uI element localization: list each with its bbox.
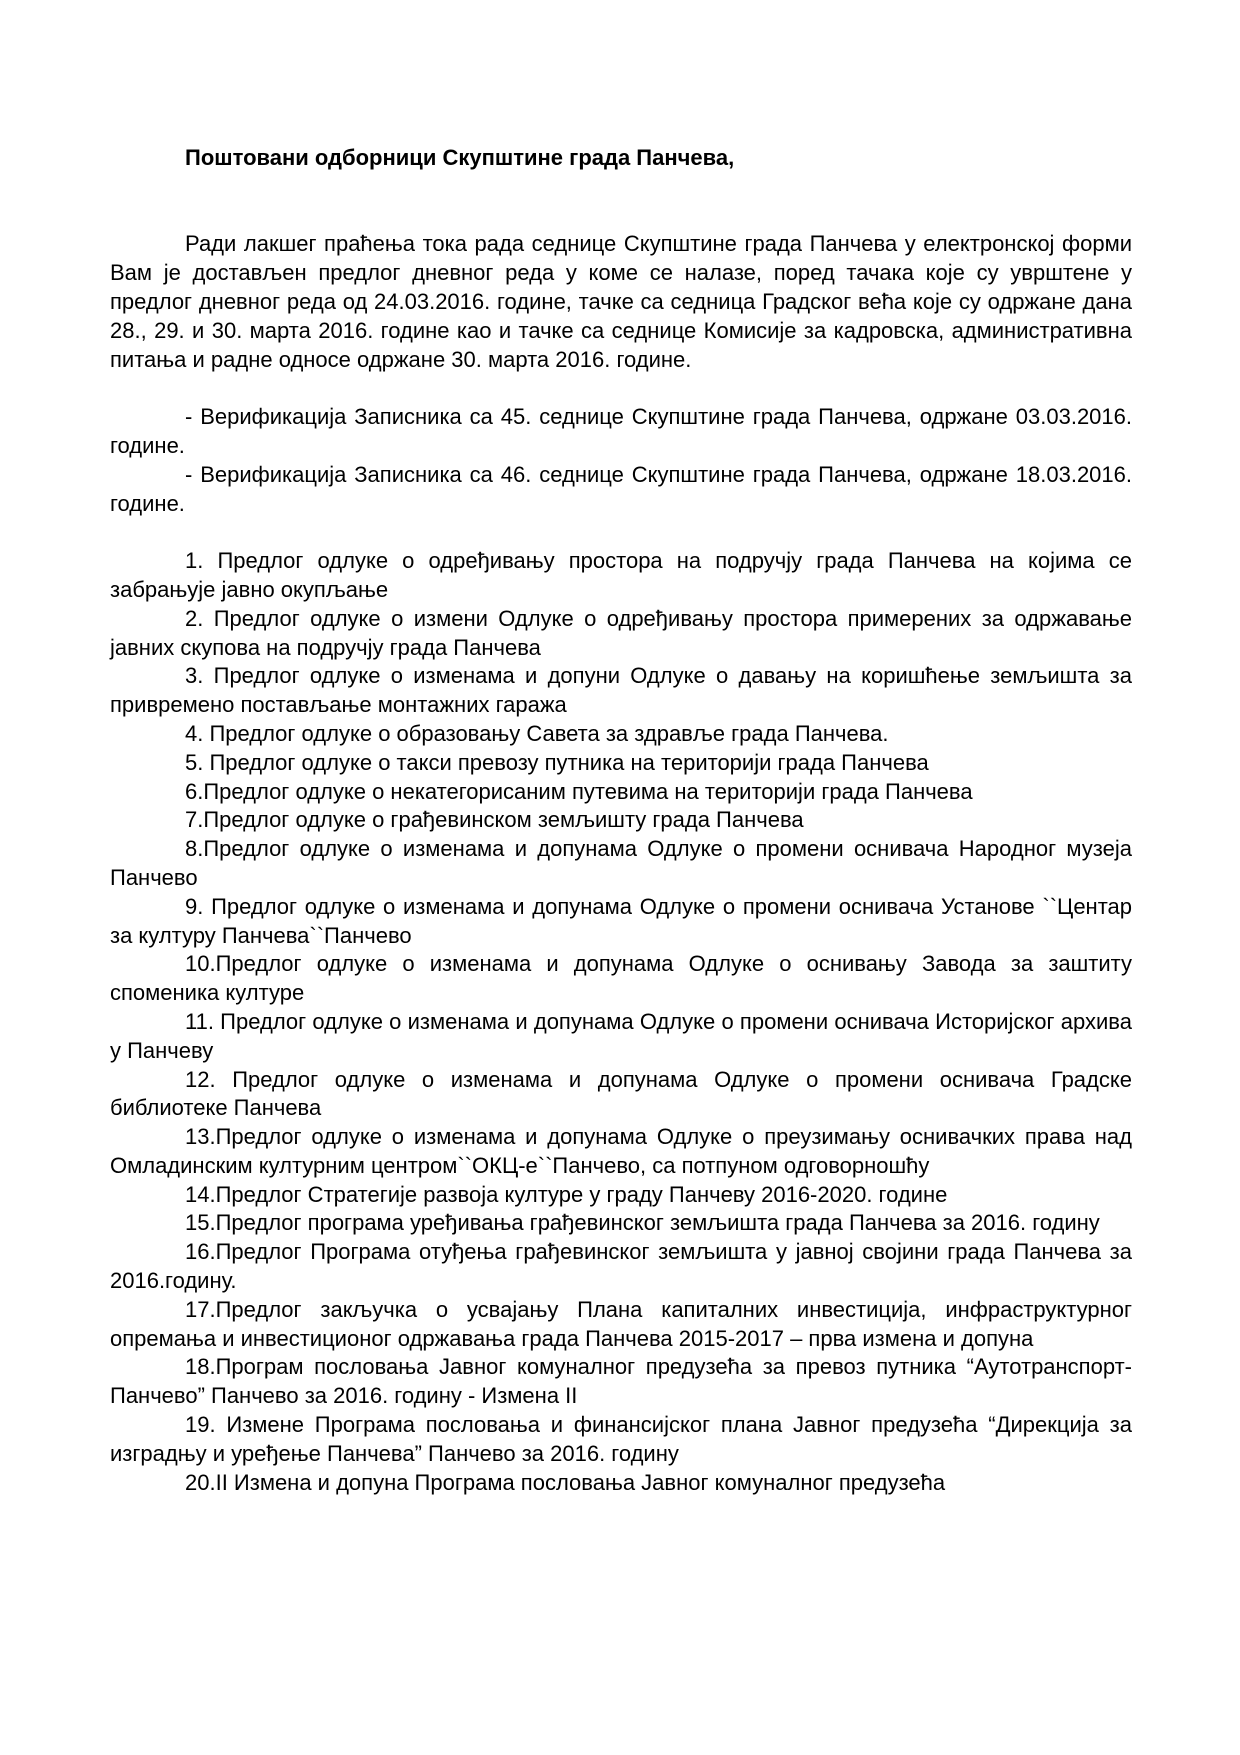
agenda-item-10: 10.Предлог одлуке о изменама и допунама Одлуке о оснивању Завода за заштиту споменика културе	[110, 951, 1132, 1006]
agenda-item-20: 20.II Измена и допуна Програма пословања Јавног комуналног предузећа	[185, 1469, 946, 1495]
agenda-item-15: 15.Предлог програма уређивања грађевинског земљишта града Панчева за 2016. годину	[185, 1210, 1100, 1236]
agenda-item-3: 3. Предлог одлуке о изменама и допуни Одлуке о давању на коришћење земљишта за привремено постављање монтажних гаража	[110, 663, 1132, 718]
agenda-item-8: 8.Предлог одлуке о изменама и допунама Одлуке о промени оснивача Народног музеја Панчево	[110, 836, 1132, 890]
agenda-item-19: 19. Измене Програма пословања и финансијског плана Јавног предузећа “Дирекција за изградњу и уређење Панчева” Панчево за 2016. годину	[110, 1412, 1132, 1466]
agenda-item-12: 12. Предлог одлуке о изменама и допунама Одлуке о промени оснивача Градске библиотеке Панчева	[110, 1066, 1132, 1121]
agenda-item-9: 9. Предлог одлуке о изменама и допунама Одлуке о промени оснивача Установе ``Центар за културу Панчева``Панчево	[110, 893, 1132, 948]
verification-list	[110, 403, 1132, 518]
agenda-list	[110, 547, 1132, 1497]
agenda-item-13: 13.Предлог одлуке о изменама и допунама Одлуке о преузимању оснивачких права над Омладинским културним центром``ОКЦ-е``Панчево, са потпуном одговорношћу	[110, 1124, 1132, 1178]
verification-item-1: - Верификација Записника са 45. седнице Скупштине града Панчева, одржане 03.03.2016. године.	[110, 404, 1132, 458]
agenda-item-6: 6.Предлог одлуке о некатегорисаним путевима на територији града Панчева	[185, 778, 973, 804]
agenda-item-18: 18.Програм пословања Јавног комуналног предузећа за превоз путника “Аутотранспорт-Панчево” Панчево за 2016. годину - Измена II	[110, 1354, 1132, 1409]
agenda-item-1: 1. Предлог одлуке о одређивању простора на подручју града Панчева на којима се забрањује јавно окупљање	[110, 548, 1132, 602]
agenda-item-2: 2. Предлог одлуке о измени Одлуке о одређивању простора примерених за одржавање јавних скупова на подручју града Панчева	[110, 605, 1132, 660]
agenda-item-7: 7.Предлог одлуке о грађевинском земљишту града Панчева	[185, 807, 804, 833]
agenda-item-11: 11. Предлог одлуке о изменама и допунама Одлуке о промени оснивача Историјског архива у Панчеву	[110, 1008, 1132, 1063]
agenda-item-16: 16.Предлог Програма отуђења грађевинског земљишта у јавној својини града Панчева за 2016.годину.	[110, 1239, 1132, 1294]
agenda-item-4: 4. Предлог одлуке о образовању Савета за здравље града Панчева.	[185, 720, 889, 746]
agenda-item-5: 5. Предлог одлуке о такси превозу путника на територији града Панчева	[185, 749, 929, 775]
intro-paragraph: Ради лакшег праћења тока рада седнице Скупштине града Панчева у електронској форми Вам је достављен предлог дневног реда у коме се налазе, поред тачака које су уврштене у предлог дневног реда од 24.03.2016. године, тачке са седница Градског већа које су одржане дана 28., 29. и 30. марта 2016. године као и тачке са седнице Комисије за кадровска, административна питања и радне односе одржане 30. марта 2016. године.	[110, 231, 1132, 372]
verification-item-2: - Верификација Записника са 46. седнице Скупштине града Панчева, одржане 18.03.2016. године.	[110, 461, 1132, 516]
agenda-item-14: 14.Предлог Стратегије развоја културе у граду Панчеву 2016-2020. године	[185, 1181, 948, 1207]
agenda-item-17: 17.Предлог закључка о усвајању Плана капиталних инвестиција, инфраструктурног опремања и инвестиционог одржавања града Панчева 2015-2017 – прва измена и допуна	[110, 1296, 1132, 1351]
document-title: Поштовани одборници Скупштине града Панчева,	[185, 145, 735, 170]
